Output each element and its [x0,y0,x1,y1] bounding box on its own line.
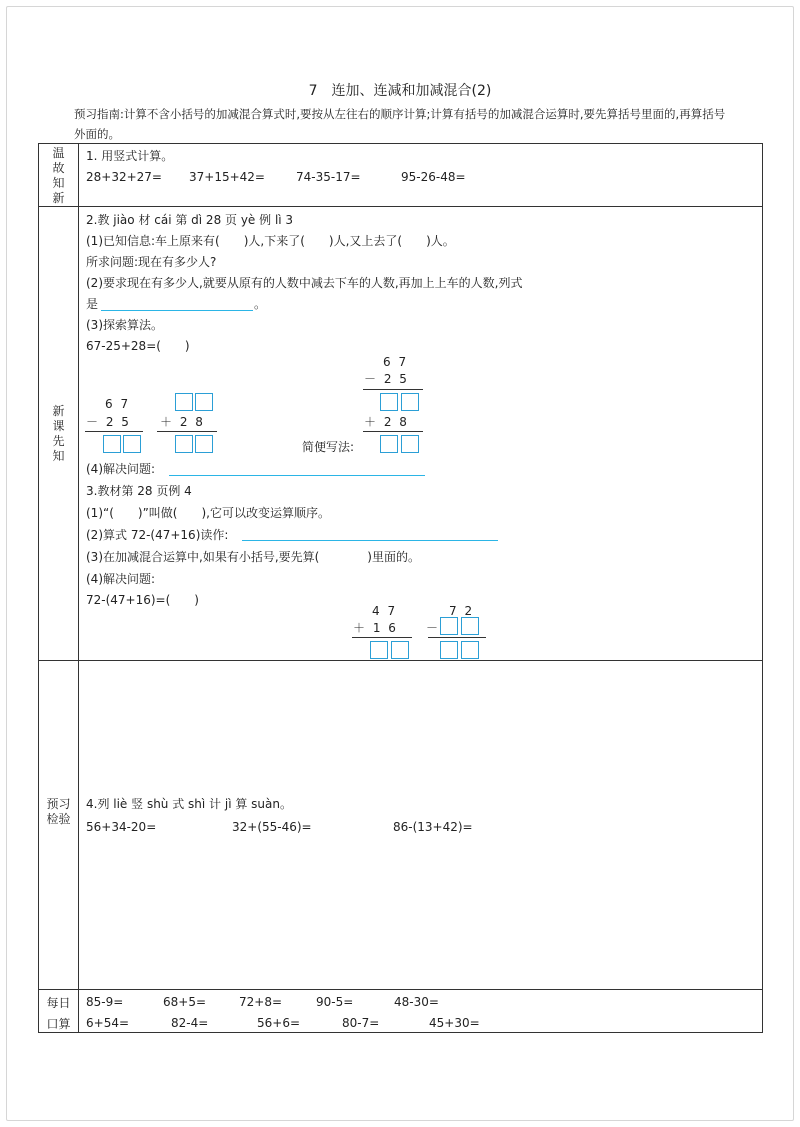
q3-read-as: (2)算式 72-(47+16)读作: [86,528,229,542]
daily-item: 72+8= [239,995,283,1009]
q3-parentheses: (1)“( )”叫做( ),它可以改变运算顺序。 [86,506,330,520]
answer-box[interactable] [461,641,479,659]
v3-mid-digits: － 2 5 [364,372,409,386]
q3-order-rule: (3)在加减混合运算中,如果有小括号,要先算( )里面的。 [86,550,420,564]
q4-item: 86-(13+42)= [393,820,473,834]
q4-item: 32+(55-46)= [232,820,312,834]
answer-box[interactable] [401,393,419,411]
v3-bottom-digits: ＋ 2 8 [364,415,409,429]
answer-box[interactable] [175,435,193,453]
answer-box[interactable] [380,393,398,411]
q2-formula-prefix: 是 [86,297,99,311]
v1-line [85,431,143,432]
answer-box[interactable] [195,393,213,411]
q3-heading: 3.教材第 28 页例 4 [86,484,192,498]
daily-item: 6+54= [86,1016,130,1030]
answer-box[interactable] [461,617,479,635]
answer-box[interactable] [380,435,398,453]
q2-solve-label: (4)解决问题: [86,462,156,476]
q1-item: 95-26-48= [401,170,466,184]
q3-v1-bottom-digits: ＋ 1 6 [353,621,398,635]
daily-item: 82-4= [171,1016,209,1030]
v2-line [157,431,217,432]
q2-known-info: (1)已知信息:车上原来有( )人,下来了( )人,又上去了( )人。 [86,234,455,248]
q2-question: 所求问题:现在有多少人? [86,255,217,269]
q3-expression: 72-(47+16)=( ) [86,593,199,607]
answer-box[interactable] [195,435,213,453]
q2-formula-end: 。 [254,297,267,311]
daily-item: 56+6= [257,1016,301,1030]
q2-expression: 67-25+28=( ) [86,339,190,353]
daily-item: 85-9= [86,995,124,1009]
q4-heading: 4.列 liè 竖 shù 式 shì 计 jì 算 suàn。 [86,797,292,811]
q4-item: 56+34-20= [86,820,157,834]
q1-item: 74-35-17= [296,170,361,184]
section-label-new: 新课先知 [52,404,65,463]
row-divider [39,989,762,990]
daily-item: 90-5= [316,995,354,1009]
label-column-divider [78,144,79,1032]
q2-solve-blank[interactable] [169,475,425,476]
answer-box[interactable] [123,435,141,453]
q3-v2-operator: － [426,621,439,635]
daily-item: 45+30= [429,1016,480,1030]
q1-item: 28+32+27= [86,170,162,184]
v3-top-digits: 6 7 [383,355,409,369]
preview-guide: 预习指南:计算不含小括号的加减混合算式时,要按从左往右的顺序计算;计算有括号的加减混合运算时,要先算括号里面的,再算括号外面的。 [74,107,726,141]
answer-box[interactable] [391,641,409,659]
q3-v1-line [352,637,412,638]
section-label-check: 预习检验 [46,797,71,826]
q2-formula-intro: (2)要求现在有多少人,就要从原有的人数中减去下车的人数,再加上上车的人数,列式 [86,276,523,290]
simple-method-label: 简便写法: [302,440,355,454]
q3-read-as-blank[interactable] [242,540,498,541]
answer-box[interactable] [440,641,458,659]
q2-formula-blank[interactable] [101,310,253,311]
section-label-daily: 每日口算 [46,996,71,1031]
answer-box[interactable] [370,641,388,659]
v3-line [363,389,423,390]
q3-v2-top-digits: 7 2 [449,604,475,618]
row-divider [39,660,762,661]
section-label-review: 温故知新 [52,146,65,205]
daily-item: 68+5= [163,995,207,1009]
daily-item: 80-7= [342,1016,380,1030]
q1-item: 37+15+42= [189,170,265,184]
q2-explore: (3)探索算法。 [86,318,163,332]
answer-box[interactable] [440,617,458,635]
v1-top-digits: 6 7 [105,397,131,411]
answer-box[interactable] [103,435,121,453]
q1-heading: 1. 用竖式计算。 [86,149,174,163]
v3-line [363,431,423,432]
q3-v2-line [428,637,486,638]
v2-bottom-digits: ＋ 2 8 [160,415,205,429]
row-divider [39,206,762,207]
q3-v1-top-digits: 4 7 [372,604,398,618]
worksheet-table [38,143,763,1033]
q3-solve-label: (4)解决问题: [86,572,156,586]
v1-bottom-digits: － 2 5 [86,415,131,429]
q2-heading: 2.教 jiào 材 cái 第 dì 28 页 yè 例 lì 3 [86,213,294,227]
daily-item: 48-30= [394,995,439,1009]
worksheet-title: 7 连加、连减和加减混合(2) [308,83,492,99]
answer-box[interactable] [401,435,419,453]
answer-box[interactable] [175,393,193,411]
